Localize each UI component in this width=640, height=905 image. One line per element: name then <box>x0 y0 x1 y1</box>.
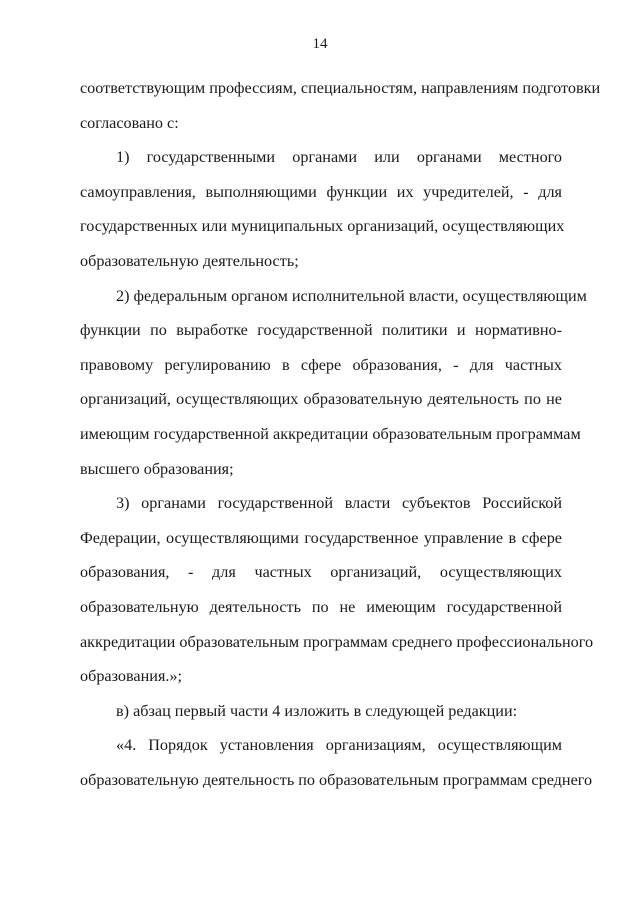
text-line: образования.»; <box>80 667 183 686</box>
text-line: правовому регулированию в сфере образования, - для частных <box>80 355 562 374</box>
list-item-2-line: 2) федеральным органом исполнительной власти, осуществляющим <box>116 286 587 305</box>
text-line: образовательную деятельность по образовательным программам среднего <box>80 770 593 789</box>
quoted-clause-line: «4. Порядок установления организациям, осуществляющим <box>116 736 562 755</box>
text-line: государственных или муниципальных организаций, осуществляющих <box>80 217 565 236</box>
list-item-1-line: 1) государственными органами или органами местного <box>116 148 562 167</box>
text-line: организаций, осуществляющих образовательную деятельность по не <box>80 390 562 409</box>
text-line: образовательную деятельность; <box>80 251 299 270</box>
page-number: 14 <box>312 36 328 52</box>
text-line: соответствующим профессиям, специальностям, направлениям подготовки <box>80 79 601 97</box>
list-item-3-line: 3) органами государственной власти субъектов Российской <box>116 494 562 513</box>
text-line: высшего образования; <box>80 459 234 478</box>
document-body <box>80 71 601 797</box>
text-line: функции по выработке государственной политики и нормативно- <box>80 321 562 340</box>
amendment-line: в) абзац первый части 4 изложить в следующей редакции: <box>116 701 518 720</box>
text-line: Федерации, осуществляющими государственное управление в сфере <box>80 528 562 547</box>
text-line: согласовано с: <box>80 113 179 132</box>
text-line: имеющим государственной аккредитации образовательным программам <box>80 424 581 443</box>
text-line: самоуправления, выполняющими функции их учредителей, - для <box>80 182 562 201</box>
text-line: образования, - для частных организаций, осуществляющих <box>80 563 562 582</box>
text-line: образовательную деятельность по не имеющим государственной <box>80 597 562 616</box>
text-line: аккредитации образовательным программам среднего профессионального <box>80 632 594 651</box>
